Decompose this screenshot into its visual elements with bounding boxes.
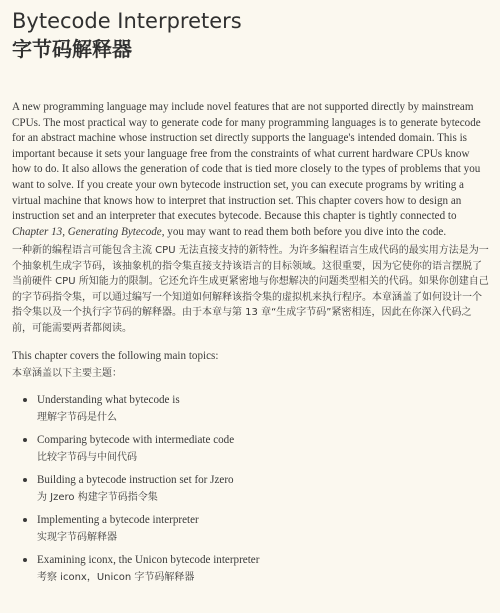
bullet-icon [23,438,27,442]
intro-text-english-tail: , you may want to read them both before you dive into the code. [161,225,447,238]
bullet-icon [23,558,27,562]
list-item [22,552,259,592]
topic-english: Examining iconx, the Unicon bytecode interpreter [37,554,260,566]
topic-chinese: 实现字节码解释器 [37,532,117,543]
topic-chinese: 比较字节码与中间代码 [37,452,137,463]
topic-english: Understanding what bytecode is [37,394,180,406]
topic-chinese: 考察 iconx，Unicon 字节码解释器 [37,572,195,583]
topic-chinese: 为 Jzero 构建字节码指令集 [37,492,158,503]
list-item [22,512,259,552]
topic-english: Building a bytecode instruction set for Jzero [37,474,234,486]
intro-paragraph-chinese: 一种新的编程语言可能包含主流 CPU 无法直接支持的新特性。为许多编程语言生成代码的最实用方法是为一个抽象机生成字节码，该抽象机的指令集直接支持该语言的目标领域。这很重要，因为它使你的语言摆脱了当前硬件 CPU 所知能力的限制。它还允许生成更紧密地与你想解决的问题类型相关的代码。如果你创建自己的字节码指令集，可以通过编写一个知道如何解释该指令集的虚拟机来执行程序。本章涵盖了如何设计一个指令集以及一个执行字节码的解释器。由于本章与第 13 章“生成字节码”紧密相连，因此在你深入代码之前，可能需要两者都阅读。 [12,245,489,334]
page-title-english: Bytecode Interpreters [12,9,242,33]
list-item [22,472,259,512]
topics-list [22,392,259,592]
topic-chinese: 理解字节码是什么 [37,412,117,423]
bullet-icon [23,518,27,522]
intro-paragraph-english [12,100,490,240]
bullet-icon [23,398,27,402]
topics-heading-english: This chapter covers the following main topics: [12,350,219,362]
bullet-icon [23,478,27,482]
page-title-chinese: 字节码解释器 [12,37,132,61]
list-item [22,432,259,472]
intro-text-english: A new programming language may include novel features that are not supported directly by mainstream CPUs. The most practical way to generate code for many programming languages is to generate bytecode for an abstract machine whose instruction set directly supports the language's intended domain. This is important because it sets your language free from the constraints of what current hardware CPUs know how to do. It also allows the generation of code that is tied more closely to the types of problems that you want to solve. If you create your own bytecode instruction set, you can execute programs by writing a virtual machine that knows how to interpret that instruction set. This chapter covers how to design an instruction set and an interpreter that executes bytecode. Because this chapter is tightly connected to [12,101,481,223]
list-item [22,392,259,432]
topic-english: Comparing bytecode with intermediate code [37,434,235,446]
chapter-reference: Chapter 13, Generating Bytecode [12,225,162,238]
topics-heading-chinese: 本章涵盖以下主要主题： [12,368,122,379]
topic-english: Implementing a bytecode interpreter [37,514,199,526]
